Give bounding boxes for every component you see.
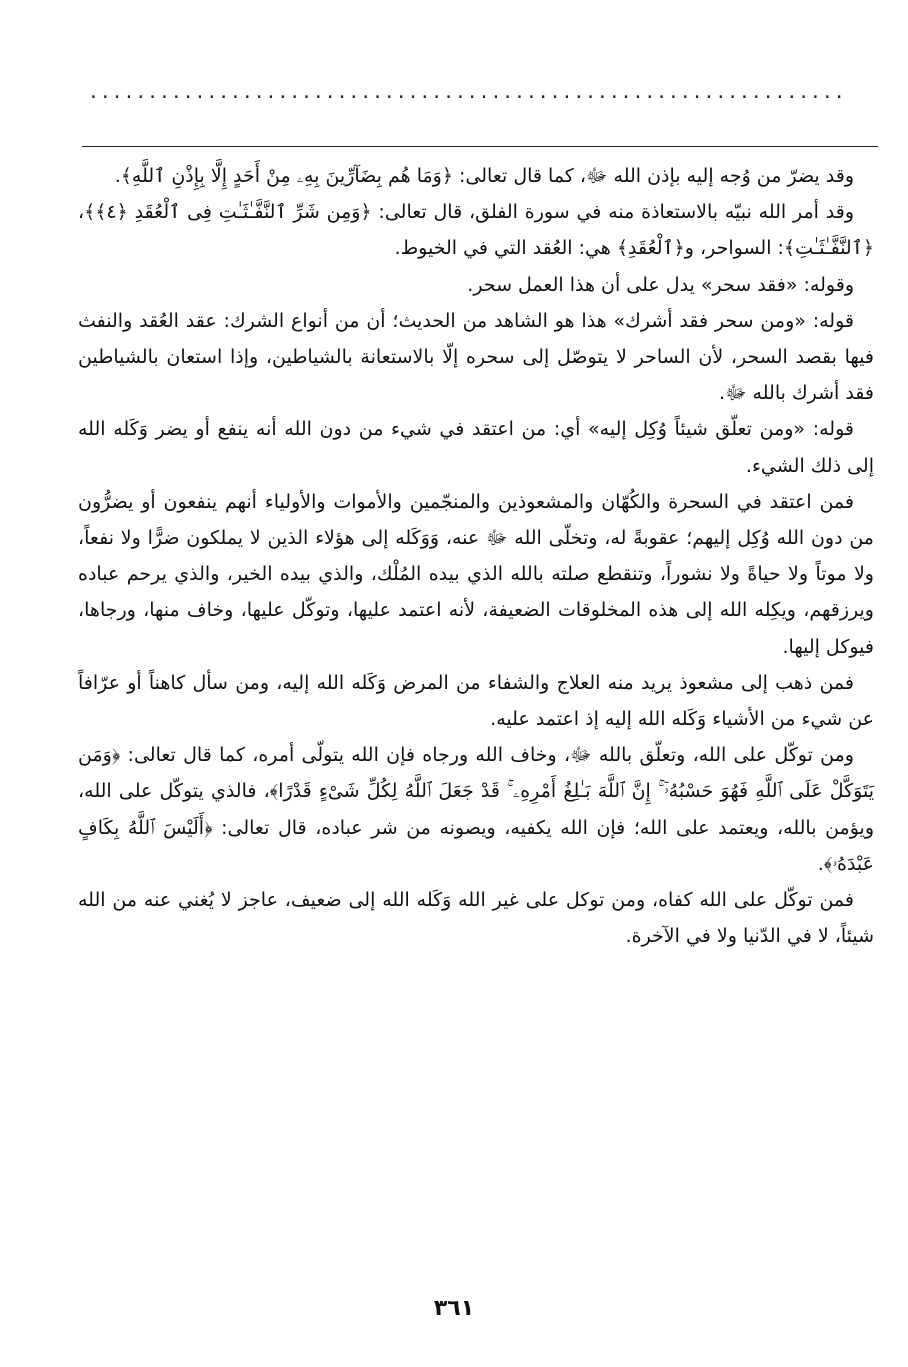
paragraph: فمن اعتقد في السحرة والكُهّان والمشعوذين والمنجّمين والأموات والأولياء أنهم ينفعون أو يضرُّون من دون الله وُكِل إليهم؛ عقوبةً له، وتخلّى الله ﷻ عنه، وَوَكَله إلى هؤلاء الذين لا يملكون ضرًّا ولا نفعاً، ولا موتاً ولا حياةً ولا نشوراً، وتنقطع صلته بالله الذي بيده المُلْك، والذي بيده الخير، والذي يرحم عباده ويرزقهم، ويكِله الله إلى هذه المخلوقات الضعيفة، لأنه اعتمد عليها، وتوكّل عليها، وخاف منها، ورجاها، فيوكل إليها.	[78, 490, 874, 658]
paragraph: وقد يضرّ من وُجه إليه بإذن الله ﷻ، كما قال تعالى: ﴿وَمَا هُم بِضَآرِّينَ بِهِۦ مِنْ أَحَدٍ إِلَّا بِإِذْنِ ٱللَّهِ﴾.	[114, 165, 854, 187]
paragraph: قوله: «ومن سحر فقد أشرك» هذا هو الشاهد من الحديث؛ أن من أنواع الشرك: عقد العُقد والنفث فيها بقصد السحر، لأن الساحر لا يتوصّل إلى سحره إلّا بالاستعانة بالشياطين، وإذا استعان بالشياطين فقد أشرك بالله ﷻ.	[78, 309, 874, 405]
page-number: ٣٦١	[433, 1296, 475, 1321]
paragraph: وقوله: «فقد سحر» يدل على أن هذا العمل سحر.	[467, 273, 854, 296]
header-rule	[82, 146, 878, 147]
body-text	[78, 158, 874, 954]
paragraph: قوله: «ومن تعلّق شيئاً وُكِل إليه» أي: من اعتقد في شيء من دون الله أنه ينفع أو يضر وَكَله الله إلى ذلك الشيء.	[78, 418, 874, 477]
header-dotted-line: ................................................................	[88, 82, 846, 103]
paragraph: ومن توكّل على الله، وتعلّق بالله ﷻ، وخاف الله ورجاه فإن الله يتولّى أمره، كما قال تعالى: ﴿وَمَن يَتَوَكَّلْ عَلَى ٱللَّهِ فَهُوَ حَسْبُهُۥٓ ۚ إِنَّ ٱللَّهَ بَـٰلِغُ أَمْرِهِۦ ۚ قَدْ جَعَلَ ٱللَّهُ لِكُلِّ شَىْءٍ قَدْرًا﴾، فالذي يتوكّل على الله، ويؤمن بالله، ويعتمد على الله؛ فإن الله يكفيه، ويصونه من شر عباده، قال تعالى: ﴿أَلَيْسَ ٱللَّهُ بِكَافٍ عَبْدَهُۥ﴾.	[78, 744, 874, 875]
paragraph: فمن ذهب إلى مشعوذ يريد منه العلاج والشفاء من المرض وَكَله الله إليه، ومن سأل كاهناً أو عرّافاً عن شيء من الأشياء وَكَله الله إليه إذ اعتمد عليه.	[78, 671, 874, 731]
paragraph: فمن توكّل على الله كفاه، ومن توكل على غير الله وَكَله الله إلى ضعيف، عاجز لا يُغني عنه من الله شيئاً، لا في الدّنيا ولا في الآخرة.	[78, 889, 874, 948]
paragraph: وقد أمر الله نبيّه بالاستعاذة منه في سورة الفلق، قال تعالى: ﴿وَمِن شَرِّ ٱلنَّفَّـٰثَـٰتِ فِى ٱلْعُقَدِ ﴿٤﴾﴾، ﴿ٱلنَّفَّـٰثَـٰتِ﴾: السواحر، و﴿ٱلْعُقَدِ﴾ هي: العُقد التي في الخيوط.	[78, 201, 874, 260]
